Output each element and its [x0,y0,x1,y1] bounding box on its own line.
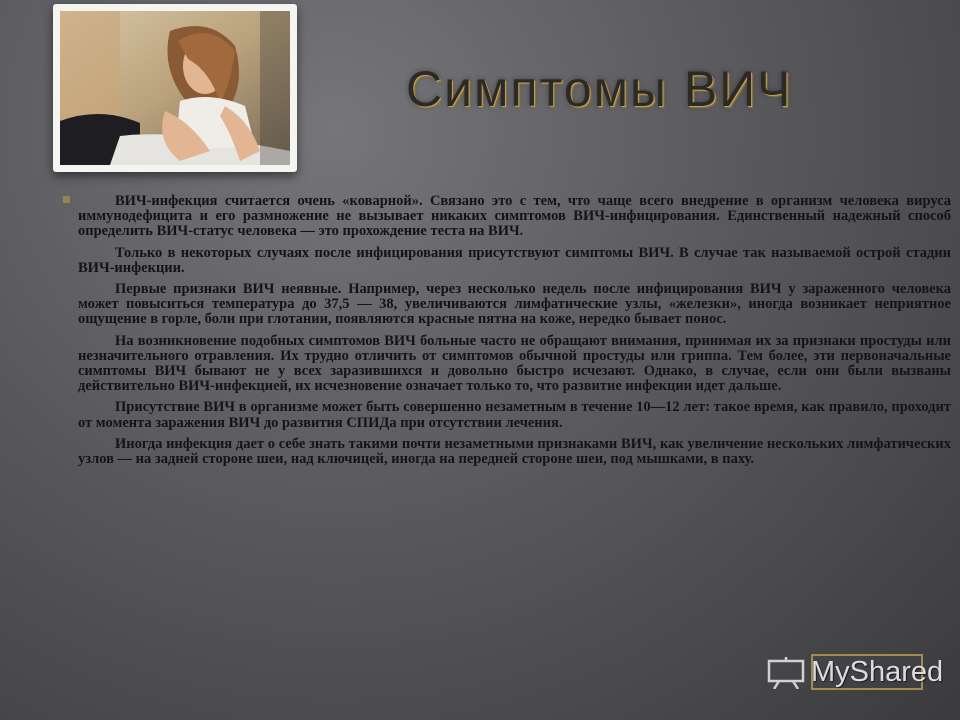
slide-title: Симптомы ВИЧ [406,61,793,117]
paragraph-3: Первые признаки ВИЧ неявные. Например, через несколько недель после инфицирования ВИЧ у зараженного человека может повыситься температура до 37,5 — 38, увеличиваются лимфатические узлы, «железки», иногда возникает неприятное ощущение в горле, боли при глотании, появляются красные пятна на коже, нередко бывает понос. [78,281,951,328]
paragraph-4: На возникновение подобных симптомов ВИЧ больные часто не обращают внимания, принимая их за признаки простуды или незначительного отравления. Их трудно отличить от симптомов обычной простуды или гриппа. Тем более, эти первоначальные симптомы ВИЧ бывают не у всех заразившихся и довольно быстро исчезают. Однако, в случае, если они были вызваны действительно ВИЧ-инфекцией, их исчезновение означает только то, что развитие инфекции идет дальше. [78,332,951,395]
paragraph-5: Присутствие ВИЧ в организме может быть совершенно незаметным в течение 10—12 лет: такое время, как правило, проходит от момента заражения ВИЧ до развития СПИДа при отсутствии лечения. [78,399,951,431]
square-bullet-icon: ■ [62,195,71,205]
presentation-screen-icon [767,657,805,689]
paragraph-1: ВИЧ-инфекция считается очень «коварной». Связано это с тем, что чаще всего внедрение в организм человека вируса иммунодефицита и его размножение не вызывает никаких симптомов ВИЧ-инфицирования. Единственный надежный способ определить ВИЧ-статус человека — это прохождение теста на ВИЧ. [78,193,951,240]
woman-photo [60,11,290,165]
photo-frame [53,4,297,172]
paragraph-6: Иногда инфекция дает о себе знать такими почти незаметными признаками ВИЧ, как увеличение нескольких лимфатических узлов — на задней стороне шеи, над ключицей, иногда на передней стороне шеи, под мышками, в паху. [78,435,951,468]
watermark-logo [767,654,944,692]
watermark-text: MyShared [811,656,944,688]
paragraph-2: Только в некоторых случаях после инфицирования присутствуют симптомы ВИЧ. В случае так называемой острой стадии ВИЧ-инфекции. [78,244,951,276]
slide-body [78,194,951,473]
